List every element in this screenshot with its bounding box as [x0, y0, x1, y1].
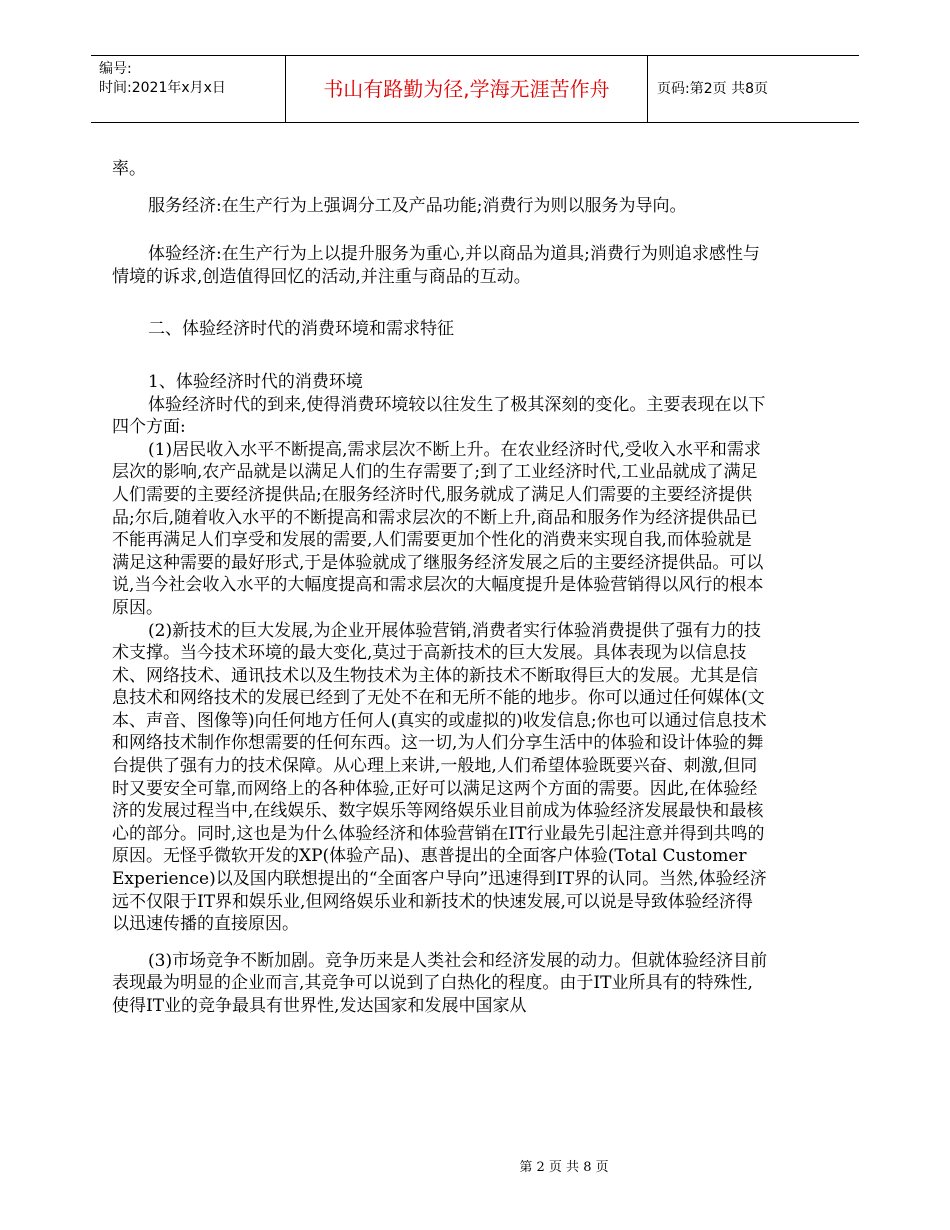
document-time-label: 时间:2021年x月x日 [99, 80, 226, 96]
paragraph-intro: 体验经济时代的到来,使得消费环境较以往发生了极其深刻的变化。主要表现在以下四个方面: [112, 394, 766, 438]
paragraph-service-economy: 服务经济:在生产行为上强调分工及产品功能;消费行为则以服务为导向。 [148, 195, 687, 216]
document-body [112, 158, 768, 1018]
header-divider-right [647, 56, 648, 122]
paragraph-experience-economy: 体验经济:在生产行为上以提升服务为重心,并以商品为道具;消费行为则追求感性与情境的诉求,创造值得回忆的活动,并注重与商品的互动。 [112, 244, 760, 287]
paragraph-point-1: (1)居民收入水平不断提高,需求层次不断上升。在农业经济时代,受收入水平和需求层次的影响,农产品就是以满足人们的生存需要了;到了工业经济时代,工业品就成了满足人们需要的主要经济提供品;在服务经济时代,服务就成了满足人们需要的主要经济提供品;尔后,随着收入水平的不断提高和需求层次的不断上升,商品和服务作为经济提供品已不能再满足人们享受和发展的需要,人们需要更加个性化的消费来实现自我,而体验就是满足这种需要的最好形式,于是体验就成了继服务经济发展之后的主要经济提供品。可以说,当今社会收入水平的大幅度提高和需求层次的大幅度提升是体验营销得以风行的根本原因。 [112, 439, 764, 618]
page-header [91, 55, 859, 123]
paragraph-point-3: (3)市场竞争不断加剧。竞争历来是人类社会和经济发展的动力。但就体验经济目前表现最为明显的企业而言,其竞争可以说到了白热化的程度。由于IT业所具有的特殊性,使得IT业的竞争最具有世界性,发达国家和发展中国家从 [112, 950, 768, 1016]
subsection-heading: 1、体验经济时代的消费环境 [148, 371, 363, 392]
page-footer [0, 1156, 950, 1175]
document-number-label: 编号: [99, 61, 132, 77]
paragraph-point-2: (2)新技术的巨大发展,为企业开展体验营销,消费者实行体验消费提供了强有力的技术支撑。当今技术环境的最大变化,莫过于高新技术的巨大发展。具体表现为以信息技术、网络技术、通讯技术以及生物技术为主体的新技术不断取得巨大的发展。尤其是信息技术和网络技术的发展已经到了无处不在和无所不能的地步。你可以通过任何媒体(文本、声音、图像等)向任何地方任何人(真实的或虚拟的)收发信息;你也可以通过信息技术和网络技术制作你想需要的任何东西。这一切,为人们分享生活中的体验和设计体验的舞台提供了强有力的技术保障。从心理上来讲,一般地,人们希望体验既要兴奋、刺激,但同时又要安全可靠,而网络上的各种体验,正好可以满足这两个方面的需要。因此,在体验经济的发展过程当中,在线娱乐、数字娱乐等网络娱乐业目前成为体验经济发展最快和最核心的部分。同时,这也是为什么体验经济和体验营销在IT行业最先引起注意并得到共鸣的原因。无怪乎微软开发的XP(体验产品)、惠普提出的全面客户体验(Total Customer Experience)以及国内联想提出的“全面客户导向”迅速得到IT界的认同。当然,体验经济远不仅限于IT界和娱乐业,但网络娱乐业和新技术的快速发展,可以说是导致体验经济得以迅速传播的直接原因。 [112, 620, 767, 935]
header-motto: 书山有路勤为径,学海无涯苦作舟 [323, 77, 610, 101]
paragraph-continuation: 率。 [112, 159, 146, 179]
header-page-info: 页码:第2页 共8页 [657, 81, 768, 97]
section-heading: 二、体验经济时代的消费环境和需求特征 [148, 319, 454, 340]
footer-page-number: 第 2 页 共 8 页 [519, 1160, 609, 1175]
header-meta [99, 60, 226, 98]
